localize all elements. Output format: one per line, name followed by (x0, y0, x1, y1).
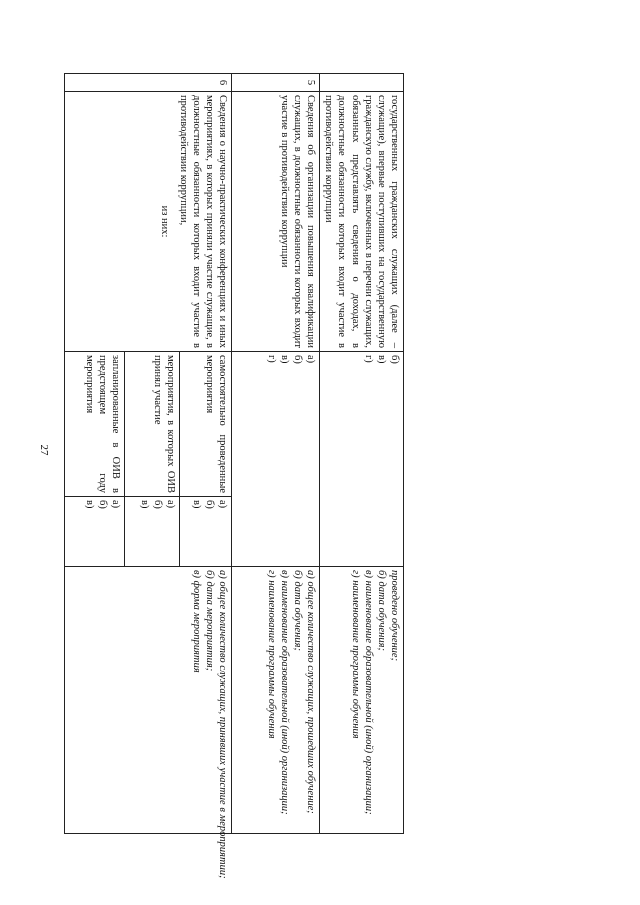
row-number: 5 (232, 74, 320, 92)
sub-label: мероприятия, в которых ОИВ принял участие (125, 352, 180, 497)
row-number: 6 (65, 74, 232, 92)
table-row (232, 74, 320, 834)
rotated-table-wrapper (74, 73, 404, 879)
page-number: 27 (38, 444, 50, 456)
sub-label: запланированные в ОИВ в предстоящем году мероприятия (65, 352, 125, 497)
sub-letters: а) б) в) (180, 497, 232, 567)
row-description: Сведения о научно-практических конференциях и иных мероприятиях, в которых приняли участие служащие, в должностные обязанности которых входит участие в противодействии коррупции, из них: (65, 92, 232, 352)
sub-letters: а) б) в) (65, 497, 125, 567)
table-row (180, 74, 232, 834)
row-letters: б) в) г) (320, 352, 404, 567)
sub-letters: а) б) в) (125, 497, 180, 567)
table-row (320, 74, 404, 834)
row-fields: а) общее количество служащих, прошедших обучение; б) дата обучения; в) наименование образовательной (иной) организации; г) наименование программы обучения (232, 567, 320, 834)
report-table (64, 73, 404, 879)
sub-label: самостоятельно проведенные мероприятия (180, 352, 232, 497)
row-fields: а) общее количество служащих, принявших участие в мероприятии; б) дата мероприятия; в) форма мероприятия (65, 567, 232, 834)
row-description: Сведения об организации повышения квалификации служащих, в должностные обязанности которых входит участие в противодействии коррупции (232, 92, 320, 352)
row-description: государственных гражданских служащих (далее – служащие), впервые поступивших на государственную гражданскую службу, включенных в перечни служащих, обязанных представлять сведения о доходах, в должностные обязанности которых входит участие в противодействии коррупции (320, 92, 404, 352)
subheading: из них: (158, 205, 170, 238)
row-number (320, 74, 404, 92)
row-fields: проведено обучение; б) дата обучения; в) наименование образовательной (иной) организации; г) наименование программы обучения (320, 567, 404, 834)
row-letters: а) б) в) г) (232, 352, 320, 567)
